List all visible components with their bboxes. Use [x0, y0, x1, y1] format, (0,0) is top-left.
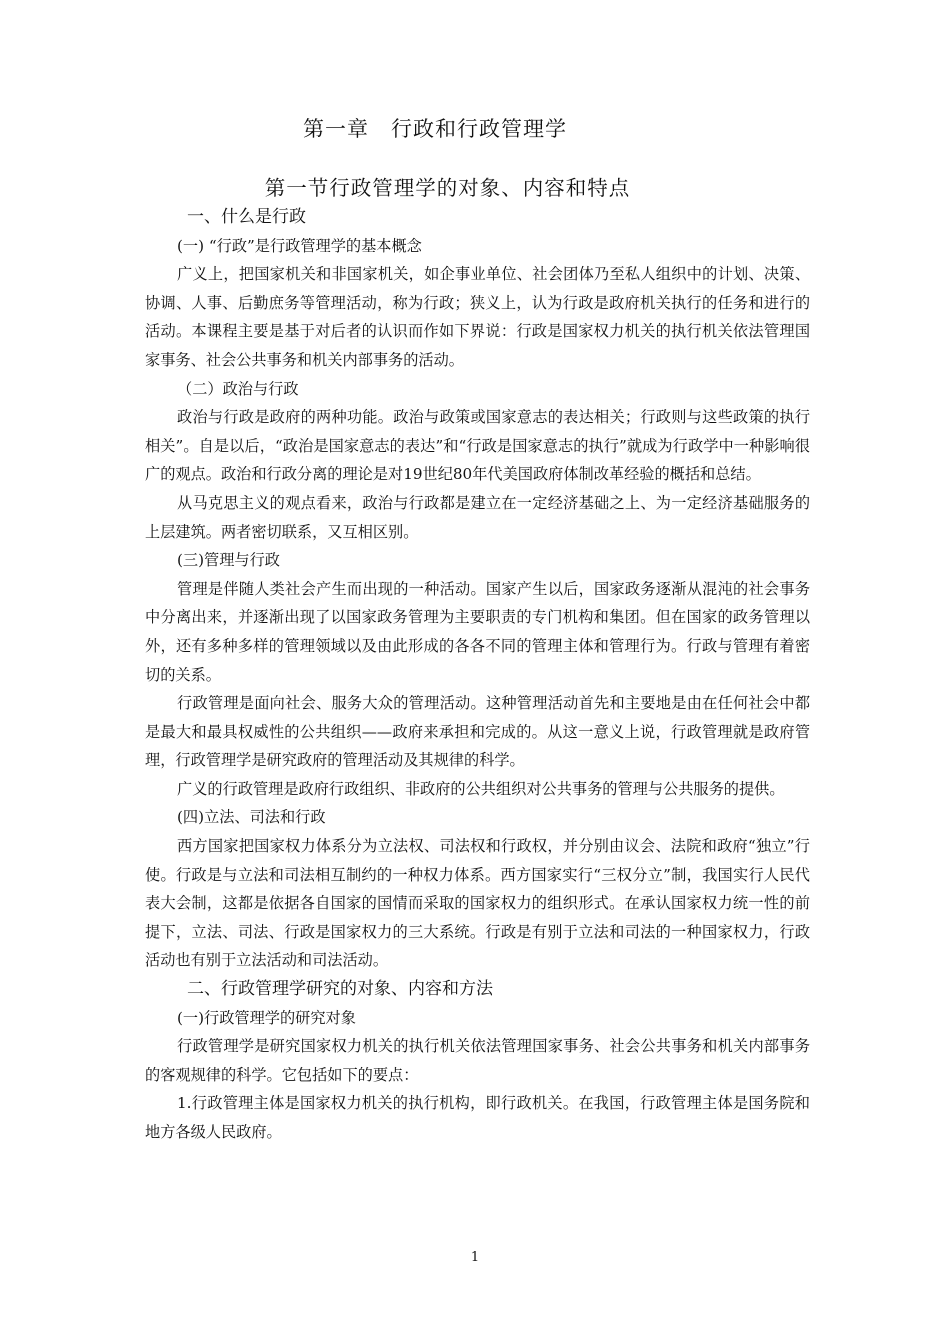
page-number: 1 [470, 1250, 480, 1265]
paragraph: 广义的行政管理是政府行政组织、非政府的公共组织对公共事务的管理与公共服务的提供。 [177, 779, 785, 798]
sub2-heading: （二）政治与行政 [177, 379, 299, 398]
sub1-heading: (一) “行政”是行政管理学的基本概念 [177, 236, 422, 255]
paragraph: 从马克思主义的观点看来，政治与行政都是建立在一定经济基础之上、为一定经济基础服务的上层建筑。两者密切联系，又互相区别。 [145, 493, 810, 541]
sub3-heading: (三)管理与行政 [177, 551, 280, 570]
paragraph: 政治与行政是政府的两种功能。政治与政策或国家意志的表达相关；行政则与这些政策的执行相关”。自是以后，“政治是国家意志的表达”和“行政是国家意志的执行”就成为行政学中一种影响很广的观点。政治和行政分离的理论是对19世纪80年代美国政府体制改革经验的概括和总结。 [145, 408, 810, 484]
sub5-heading: (一)行政管理学的研究对象 [177, 1008, 356, 1027]
paragraph: 西方国家把国家权力体系分为立法权、司法权和行政权，并分别由议会、法院和政府“独立”行使。行政是与立法和司法相互制约的一种权力体系。西方国家实行“三权分立”制，我国实行人民代表大会制，这都是依据各自国家的国情而采取的国家权力的组织形式。在承认国家权力统一性的前提下，立法、司法、行政是国家权力的三大系统。行政是有别于立法和司法的一种国家权力，行政活动也有别于立法活动和司法活动。 [145, 837, 810, 970]
part1-heading: 一、什么是行政 [187, 207, 306, 227]
paragraph: 广义上，把国家机关和非国家机关，如企事业单位、社会团体乃至私人组织中的计划、决策、协调、人事、后勤庶务等管理活动，称为行政；狭义上，认为行政是政府机关执行的任务和进行的活动。本课程主要是基于对后者的认识而作如下界说：行政是国家权力机关的执行机关依法管理国家事务、社会公共事务和机关内部事务的活动。 [145, 265, 810, 369]
chapter-title: 第一章 行政和行政管理学 [303, 117, 567, 141]
paragraph: 管理是伴随人类社会产生而出现的一种活动。国家产生以后，国家政务逐渐从混沌的社会事务中分离出来，并逐渐出现了以国家政务管理为主要职责的专门机构和集团。但在国家的政务管理以外，还有多种多样的管理领域以及由此形成的各各不同的管理主体和管理行为。行政与管理有着密切的关系。 [145, 579, 810, 684]
paragraph: 行政管理学是研究国家权力机关的执行机关依法管理国家事务、社会公共事务和机关内部事务的客观规律的科学。它包括如下的要点： [145, 1037, 810, 1084]
sub4-heading: (四)立法、司法和行政 [177, 808, 326, 827]
part2-heading: 二、行政管理学研究的对象、内容和方法 [187, 979, 493, 1000]
list-item: 1.行政管理主体是国家权力机关的执行机构，即行政机关。在我国，行政管理主体是国务院和地方各级人民政府。 [145, 1094, 810, 1141]
section-title: 第一节行政管理学的对象、内容和特点 [264, 176, 631, 200]
document-body [145, 203, 810, 1147]
paragraph: 行政管理是面向社会、服务大众的管理活动。这种管理活动首先和主要地是由在任何社会中都是最大和最具权威性的公共组织——政府来承担和完成的。从这一意义上说，行政管理就是政府管理，行政管理学是研究政府的管理活动及其规律的科学。 [145, 694, 810, 770]
